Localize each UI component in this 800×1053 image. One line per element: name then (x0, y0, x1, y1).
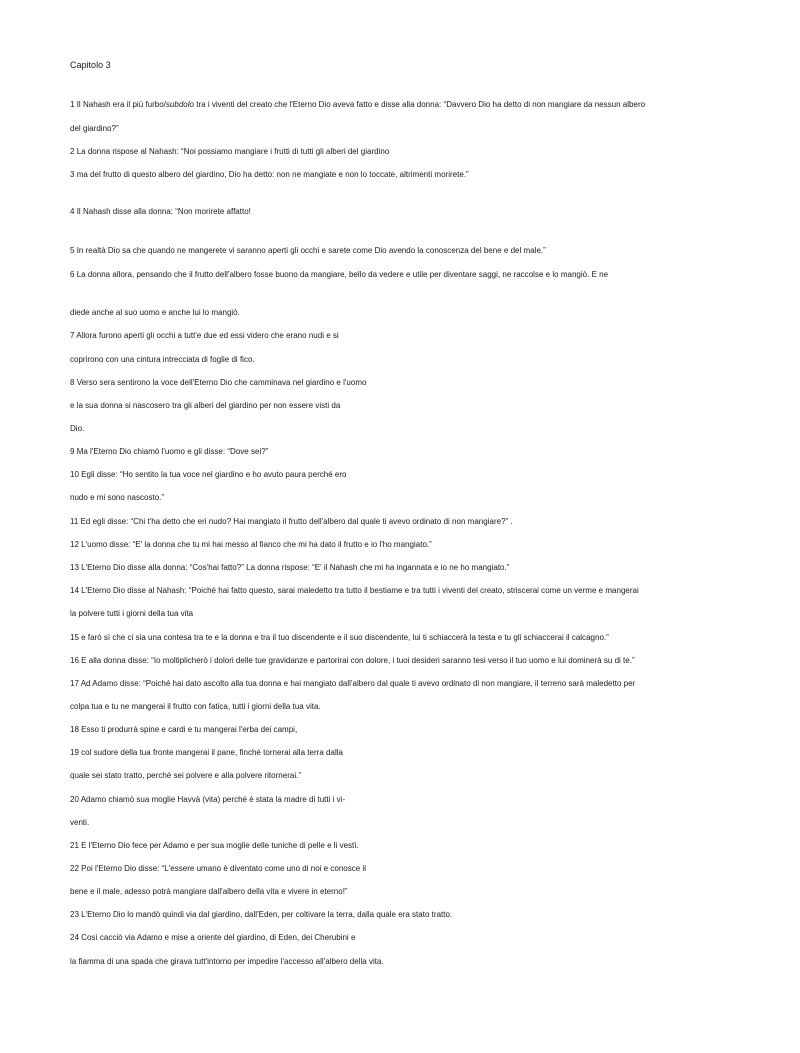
verse-line: 21 E l'Eterno Dio fece per Adamo e per sua moglie delle tuniche di pelle e li vestì. (70, 841, 359, 850)
verse-line: 19 col sudore della tua fronte mangerai il pane, finché tornerai alla terra dalla (70, 748, 343, 757)
verse-line: 15 e farò sì che ci sia una contesa tra te e la donna e tra il tuo discendente e il suo discendente, lui ti schiaccerà la testa e tu gli schiaccerai il calcagno.” (70, 633, 609, 642)
verse-line-text: 1 Il Nahash era il più furbo/ (70, 100, 166, 109)
verse-line: coprirono con una cintura intrecciata di foglie di fico. (70, 355, 255, 364)
verse-line: del giardino?” (70, 124, 119, 133)
verse-line: 23 L'Eterno Dio lo mandò quindi via dal giardino, dall'Eden, per coltivare la terra, dalla quale era stato tratto. (70, 910, 453, 919)
verse-line: 12 L'uomo disse: “E' la donna che tu mi hai messo al fianco che mi ha dato il frutto e io l'ho mangiato.” (70, 540, 432, 549)
verse-line: 20 Adamo chiamò sua moglie Havvà (vita) perché è stata la madre di tutti i vi- (70, 795, 346, 804)
verse-line: 16 E alla donna disse: “Io moltiplicherò i dolori delle tue gravidanze e partorirai con dolore, i tuoi desideri saranno tesi verso il tuo uomo e lui dominerà su di te.” (70, 656, 635, 665)
verse-line: 8 Verso sera sentirono la voce dell'Eterno Dio che camminava nel giardino e l'uomo (70, 378, 367, 387)
verse-line: 13 L'Eterno Dio disse alla donna: “Cos'hai fatto?” La donna rispose: “E' il Nahash che mi ha ingannata e io ne ho mangiato.” (70, 563, 510, 572)
verse-line-1 (70, 100, 645, 110)
verse-line: venti. (70, 818, 90, 827)
verse-line: colpa tua e tu ne mangerai il frutto con fatica, tutti i giorni della tua vita. (70, 702, 321, 711)
verse-line: la fiamma di una spada che girava tutt'intorno per impedire l'accesso all'albero della vita. (70, 957, 384, 966)
verse-line: 7 Allora furono aperti gli occhi a tutt'e due ed essi videro che erano nudi e si (70, 331, 339, 340)
verse-line: 24 Così cacciò via Adamo e mise a oriente del giardino, di Eden, dei Cherubini e (70, 933, 356, 942)
verse-line: 22 Poi l'Eterno Dio disse: “L'essere umano è diventato come uno di noi e conosce il (70, 864, 367, 873)
verse-line: 6 La donna allora, pensando che il frutto dell'albero fosse buono da mangiare, bello da vedere e utile per diventare saggi, ne raccolse e lo mangiò. E ne (70, 270, 609, 279)
verse-line: la polvere tutti i giorni della tua vita (70, 609, 194, 618)
verse-line: 4 Il Nahash disse alla donna: “Non morirete affatto! (70, 207, 251, 216)
verse-line: 2 La donna rispose al Nahash: “Noi possiamo mangiare i frutti di tutti gli alberi del giardino (70, 147, 390, 156)
verse-line: quale sei stato tratto, perché sei polvere e alla polvere ritornerai.” (70, 771, 302, 780)
verse-line: 17 Ad Adamo disse: “Poiché hai dato ascolto alla tua donna e hai mangiato dall'albero dal quale ti avevo ordinato di non mangiare, il terreno sarà maledetto per (70, 679, 636, 688)
verse-line-text: tra i viventi del creato che l'Eterno Dio aveva fatto e disse alla donna: “Davvero Dio ha detto di non mangiare da nessun albero (194, 100, 646, 109)
verse-line: 11 Ed egli disse: “Chi t'ha detto che eri nudo? Hai mangiato il frutto dell'albero dal quale ti avevo ordinato di non mangiare?” . (70, 517, 513, 526)
verse-line: 9 Ma l'Eterno Dio chiamò l'uomo e gli disse: “Dove sei?” (70, 447, 269, 456)
verse-line: 18 Esso ti produrrà spine e cardi e tu mangerai l'erba dei campi, (70, 725, 298, 734)
chapter-title: Capitolo 3 (70, 60, 111, 70)
verse-line: 10 Egli disse: “Ho sentito la tua voce nel giardino e ho avuto paura perché ero (70, 470, 347, 479)
verse-line: 14 L'Eterno Dio disse al Nahash: “Poiché hai fatto questo, sarai maledetto tra tutto il bestiame e tra tutti i viventi del creato, striscerai come un verme e mangerai (70, 586, 639, 595)
verse-line: e la sua donna si nascosero tra gli alberi del giardino per non essere visti da (70, 401, 341, 410)
verse-line: 3 ma del frutto di questo albero del giardino, Dio ha detto: non ne mangiate e non lo toccate, altrimenti morirete.” (70, 170, 469, 179)
verse-line: diede anche al suo uomo e anche lui lo mangiò. (70, 308, 240, 317)
verse-line: nudo e mi sono nascosto.” (70, 493, 165, 502)
verse-line: 5 In realtà Dio sa che quando ne mangerete vi saranno aperti gli occhi e sarete come Dio avendo la conoscenza del bene e del male.” (70, 246, 546, 255)
verse-line-emphasis: subdolo (165, 100, 194, 109)
verse-line: Dio. (70, 424, 85, 433)
verse-line: bene e il male, adesso potrà mangiare dall'albero della vita e vivere in eterno!” (70, 887, 348, 896)
